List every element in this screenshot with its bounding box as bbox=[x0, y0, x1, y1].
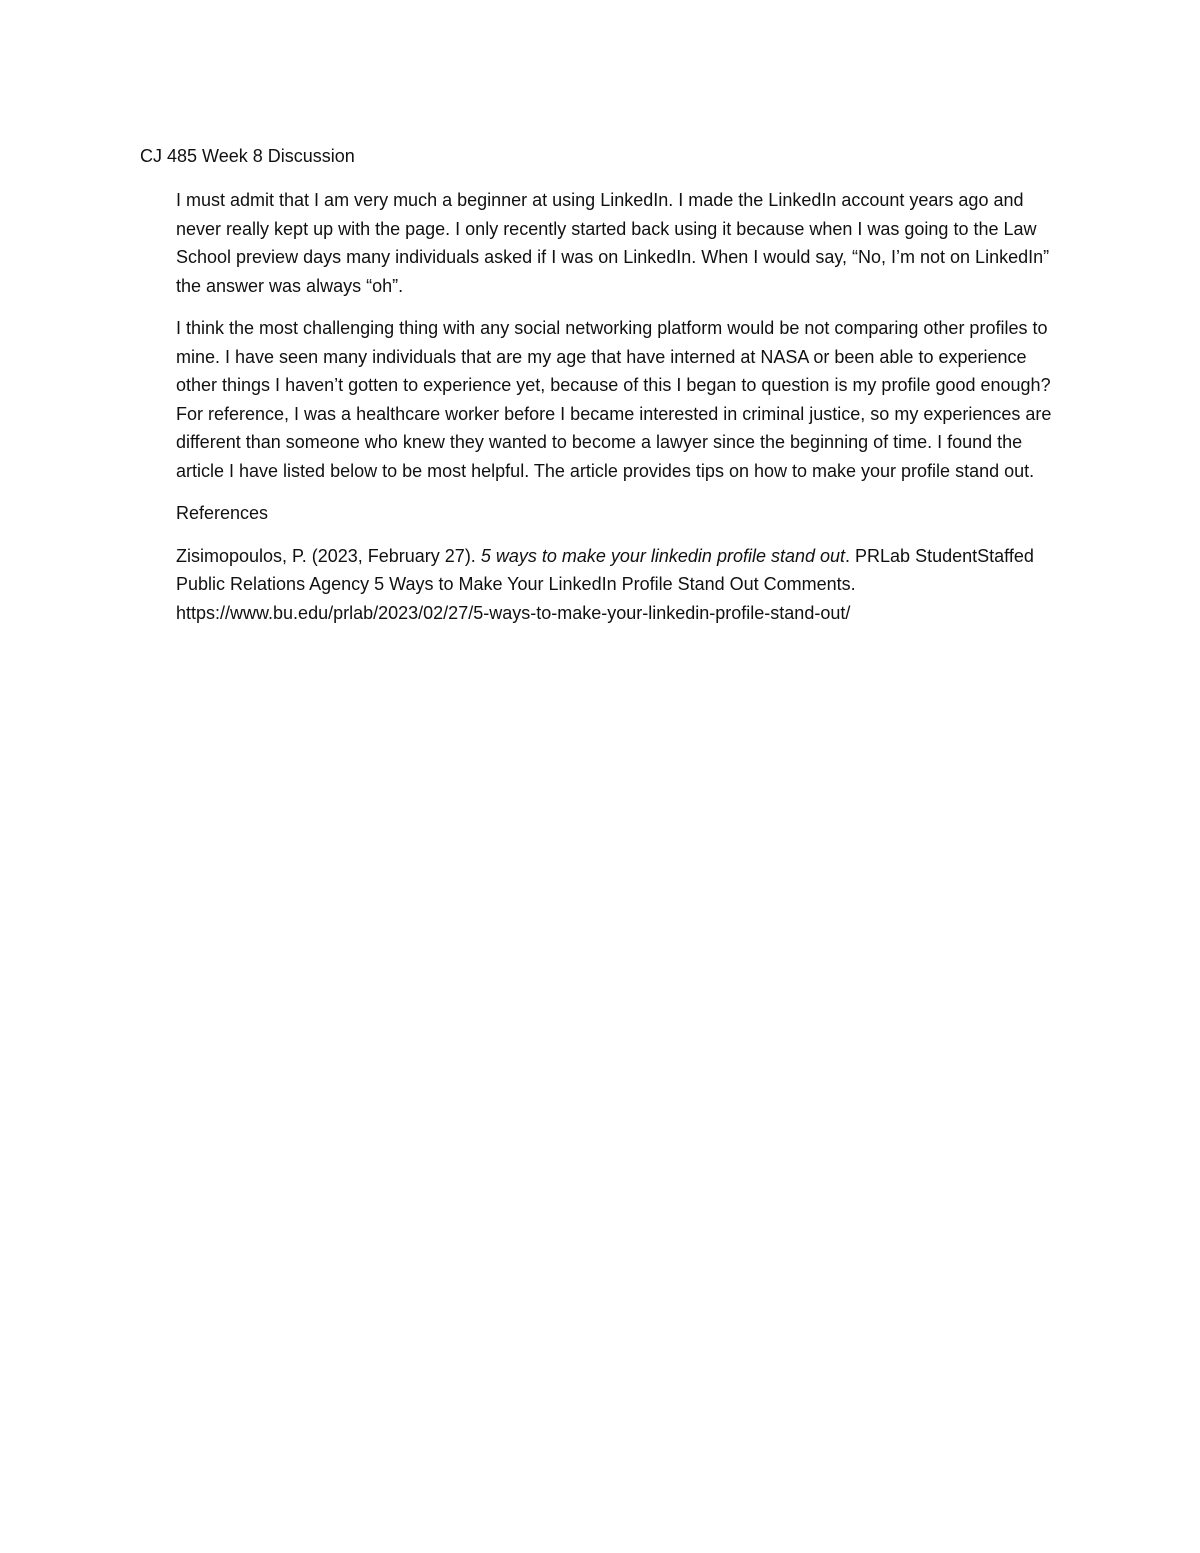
paragraph-2: I think the most challenging thing with any social networking platform would be not comparing other profiles to mine. I have seen many individuals that are my age that have interned at NASA or been able to experience other things I haven’t gotten to experience yet, because of this I began to question is my profile good enough? For reference, I was a healthcare worker before I became interested in criminal justice, so my experiences are different than someone who knew they wanted to become a lawyer since the beginning of time. I found the article I have listed below to be most helpful. The article provides tips on how to make your profile stand out. bbox=[176, 318, 1052, 481]
document-body bbox=[176, 186, 1066, 627]
reference-citation bbox=[176, 542, 1066, 628]
citation-author-date: Zisimopoulos, P. (2023, February 27). bbox=[176, 545, 481, 566]
document-title: CJ 485 Week 8 Discussion bbox=[140, 146, 355, 166]
citation-article-title: 5 ways to make your linkedin profile stand out bbox=[480, 545, 846, 566]
paragraph-1: I must admit that I am very much a beginner at using LinkedIn. I made the LinkedIn account years ago and never really kept up with the page. I only recently started back using it because when I was going to the Law School preview days many individuals asked if I was on LinkedIn. When I would say, “No, I’m not on LinkedIn” the answer was always “oh”. bbox=[176, 190, 1050, 296]
references-heading: References bbox=[176, 503, 269, 523]
citation-source-url: . PRLab StudentStaffed Public Relations Agency 5 Ways to Make Your LinkedIn Profile Stand Out Comments. https://www.bu.edu/prlab/2023/02/27/5-ways-to-make-your-linkedin-profile-stand-out/ bbox=[176, 545, 1034, 623]
